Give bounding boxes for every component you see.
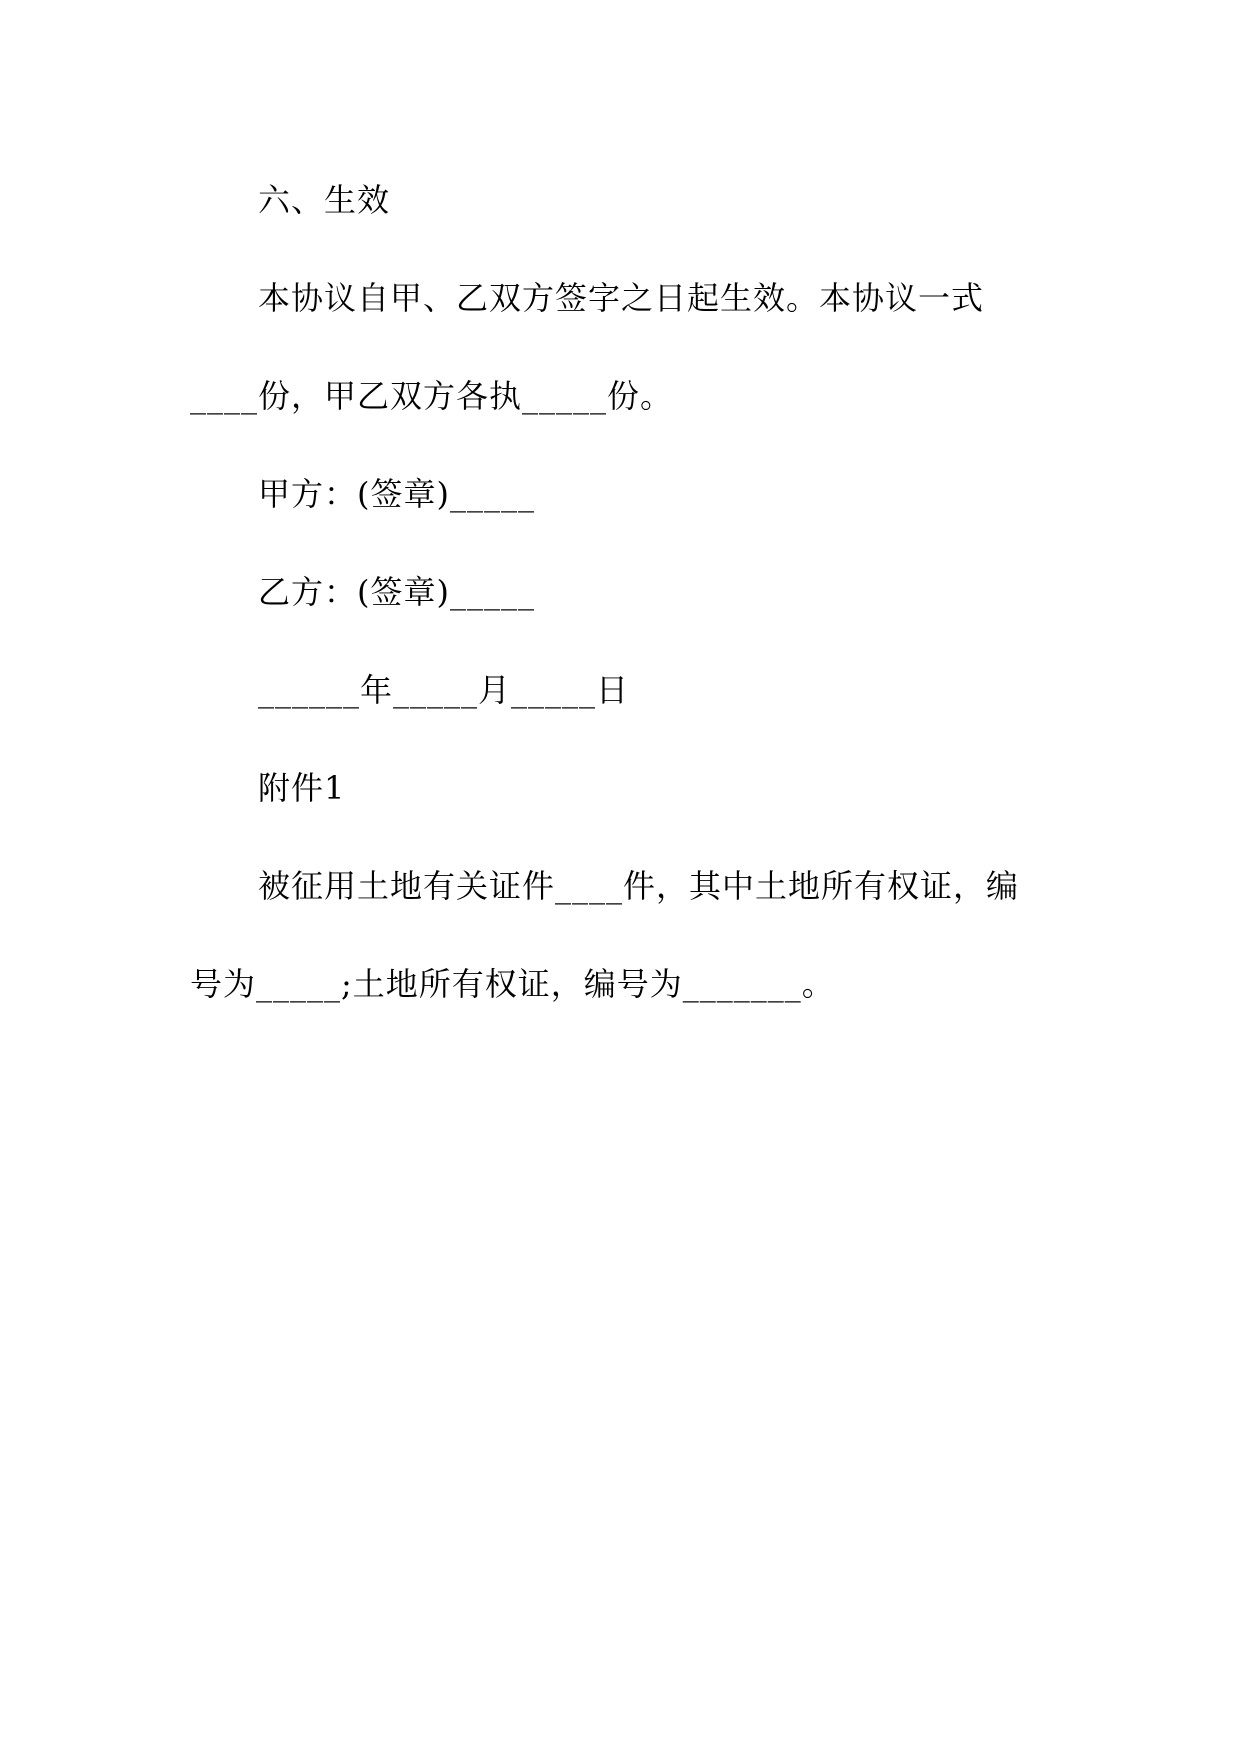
attachment-paragraph-line-1: 被征用土地有关证件____件，其中土地所有权证，编: [258, 867, 1020, 905]
attachment-title: 附件1: [258, 769, 346, 807]
date-line: ______年_____月_____日: [258, 671, 630, 709]
effect-paragraph-line-2: ____份，甲乙双方各执_____份。: [190, 377, 674, 415]
party-a-signature: 甲方：(签章)_____: [258, 475, 535, 513]
attachment-paragraph-line-2: 号为_____;土地所有权证，编号为_______。: [190, 965, 835, 1003]
party-b-signature: 乙方：(签章)_____: [258, 573, 535, 611]
effect-paragraph-line-1: 本协议自甲、乙双方签字之日起生效。本协议一式: [258, 279, 985, 317]
section-heading: 六、生效: [258, 181, 391, 219]
